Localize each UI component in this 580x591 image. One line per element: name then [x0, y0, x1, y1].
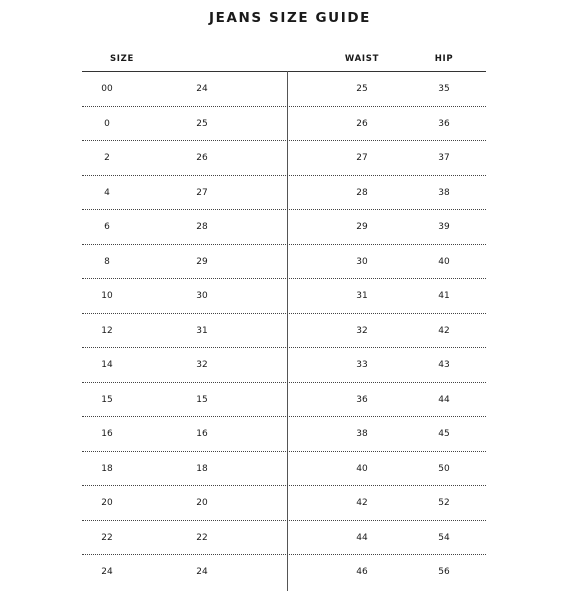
cell-hip: 41 — [438, 291, 450, 301]
cell-hip: 54 — [438, 532, 450, 543]
cell-waist: 40 — [356, 463, 368, 474]
table-body — [82, 72, 486, 589]
cell-size: 2 — [104, 153, 110, 163]
table-row — [82, 72, 486, 107]
cell-hip: 52 — [438, 498, 450, 508]
cell-size: 16 — [101, 429, 113, 439]
cell-alt-size: 28 — [196, 222, 208, 232]
cell-alt-size: 29 — [196, 256, 208, 267]
header-size: SIZE — [109, 54, 135, 64]
cell-waist: 36 — [356, 394, 368, 405]
cell-size: 18 — [101, 463, 113, 474]
cell-size: 10 — [101, 291, 113, 301]
table-row — [82, 417, 486, 452]
cell-hip: 43 — [438, 360, 450, 370]
table-row — [82, 314, 486, 349]
cell-hip: 37 — [438, 153, 450, 163]
cell-alt-size: 20 — [196, 498, 208, 508]
cell-waist: 42 — [356, 498, 368, 508]
cell-hip: 40 — [438, 256, 450, 267]
cell-size: 6 — [104, 222, 110, 232]
cell-alt-size: 27 — [196, 187, 208, 198]
table-row — [82, 245, 486, 280]
cell-size: 15 — [101, 394, 113, 405]
cell-waist: 44 — [356, 532, 368, 543]
header-waist: WAIST — [344, 54, 380, 64]
cell-alt-size: 15 — [196, 394, 208, 405]
cell-size: 20 — [101, 498, 113, 508]
cell-waist: 46 — [356, 567, 368, 577]
cell-size: 00 — [101, 84, 113, 94]
cell-hip: 42 — [438, 325, 450, 336]
cell-alt-size: 32 — [196, 360, 208, 370]
cell-hip: 36 — [438, 118, 450, 129]
page-title: JEANS SIZE GUIDE — [209, 10, 371, 26]
table-row — [82, 555, 486, 589]
cell-size: 24 — [101, 567, 113, 577]
cell-alt-size: 22 — [196, 532, 208, 543]
table-row — [82, 107, 486, 142]
cell-hip: 50 — [438, 463, 450, 474]
cell-size: 8 — [104, 256, 110, 267]
cell-alt-size: 16 — [196, 429, 208, 439]
cell-hip: 39 — [438, 222, 450, 232]
cell-size: 14 — [101, 360, 113, 370]
cell-hip: 35 — [438, 84, 450, 94]
cell-alt-size: 18 — [196, 463, 208, 474]
size-guide-table — [82, 52, 486, 589]
cell-waist: 31 — [356, 291, 368, 301]
cell-alt-size: 26 — [196, 153, 208, 163]
table-header — [82, 52, 486, 72]
table-row — [82, 279, 486, 314]
cell-waist: 27 — [356, 153, 368, 163]
cell-waist: 28 — [356, 187, 368, 198]
cell-alt-size: 25 — [196, 118, 208, 129]
cell-alt-size: 31 — [196, 325, 208, 336]
table-row — [82, 452, 486, 487]
cell-waist: 30 — [356, 256, 368, 267]
table-row — [82, 141, 486, 176]
cell-waist: 32 — [356, 325, 368, 336]
cell-hip: 45 — [438, 429, 450, 439]
cell-hip: 44 — [438, 394, 450, 405]
cell-waist: 33 — [356, 360, 368, 370]
cell-hip: 38 — [438, 187, 450, 198]
cell-hip: 56 — [438, 567, 450, 577]
table-row — [82, 521, 486, 556]
table-row — [82, 176, 486, 211]
cell-size: 12 — [101, 325, 113, 336]
header-hip: HIP — [434, 54, 454, 64]
cell-size: 22 — [101, 532, 113, 543]
table-row — [82, 383, 486, 418]
cell-alt-size: 24 — [196, 567, 208, 577]
table-row — [82, 210, 486, 245]
cell-size: 4 — [104, 187, 110, 198]
cell-waist: 38 — [356, 429, 368, 439]
cell-size: 0 — [104, 118, 110, 129]
table-row — [82, 348, 486, 383]
table-row — [82, 486, 486, 521]
cell-waist: 29 — [356, 222, 368, 232]
cell-waist: 26 — [356, 118, 368, 129]
cell-waist: 25 — [356, 84, 368, 94]
cell-alt-size: 30 — [196, 291, 208, 301]
cell-alt-size: 24 — [196, 84, 208, 94]
